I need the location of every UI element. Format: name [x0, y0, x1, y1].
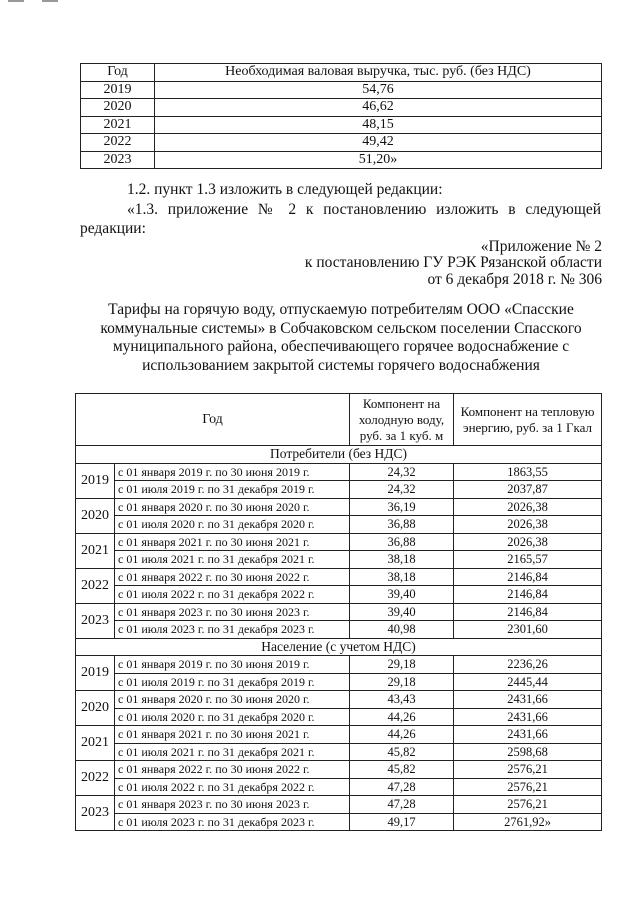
- section-title: Потребители (без НДС): [76, 446, 602, 464]
- cold-water-cell: 47,28: [350, 778, 454, 796]
- revenue-table-row: [81, 151, 602, 169]
- table-row: [76, 656, 602, 674]
- period-cell: с 01 января 2022 г. по 30 июня 2022 г.: [115, 761, 350, 779]
- tariff-title: Тарифы на горячую воду, отпускаемую потребителям ООО «Спасские коммунальные системы» в Собчаковском сельском поселении Спасского муниципального района, обеспечивающего горячее водоснабжение с использованием закрытой системы горячего водоснабжения: [100, 301, 582, 374]
- period-cell: с 01 июля 2020 г. по 31 декабря 2020 г.: [115, 516, 350, 534]
- section-row: [76, 638, 602, 656]
- heat-energy-cell: 2026,38: [454, 533, 602, 551]
- table-row: [76, 726, 602, 744]
- revenue-cell-year: 2020: [81, 99, 155, 117]
- heat-energy-cell: 2598,68: [454, 743, 602, 761]
- heat-energy-cell: 2576,21: [454, 796, 602, 814]
- cold-water-cell: 36,19: [350, 498, 454, 516]
- appendix-date: от 6 декабря 2018 г. № 306: [427, 271, 602, 288]
- table-row: [76, 778, 602, 796]
- appendix-heading: «Приложение № 2: [480, 238, 602, 255]
- period-cell: с 01 июля 2023 г. по 31 декабря 2023 г.: [115, 621, 350, 639]
- revenue-table-row: [81, 99, 602, 117]
- period-cell: с 01 июля 2021 г. по 31 декабря 2021 г.: [115, 551, 350, 569]
- cold-water-cell: 40,98: [350, 621, 454, 639]
- revenue-table-row: [81, 81, 602, 99]
- year-cell: 2019: [76, 463, 115, 498]
- period-cell: с 01 января 2022 г. по 30 июня 2022 г.: [115, 568, 350, 586]
- revenue-cell-value: 46,62: [155, 99, 602, 117]
- table-row: [76, 551, 602, 569]
- cold-water-cell: 39,40: [350, 586, 454, 604]
- period-cell: с 01 июля 2020 г. по 31 декабря 2020 г.: [115, 708, 350, 726]
- section-row: [76, 446, 602, 464]
- tariff-table: [75, 393, 602, 831]
- tariff-header-year: Год: [76, 394, 350, 446]
- heat-energy-cell: 2037,87: [454, 481, 602, 499]
- revenue-header-year: Год: [81, 64, 155, 82]
- year-cell: 2021: [76, 533, 115, 568]
- revenue-cell-year: 2019: [81, 81, 155, 99]
- year-cell: 2023: [76, 796, 115, 831]
- table-row: [76, 568, 602, 586]
- year-cell: 2019: [76, 656, 115, 691]
- revenue-cell-value: 49,42: [155, 134, 602, 152]
- cold-water-cell: 36,88: [350, 516, 454, 534]
- cold-water-cell: 38,18: [350, 551, 454, 569]
- table-row: [76, 516, 602, 534]
- period-cell: с 01 июля 2022 г. по 31 декабря 2022 г.: [115, 778, 350, 796]
- year-cell: 2021: [76, 726, 115, 761]
- table-row: [76, 708, 602, 726]
- cold-water-cell: 47,28: [350, 796, 454, 814]
- year-cell: 2022: [76, 568, 115, 603]
- revenue-table-row: [81, 116, 602, 134]
- table-row: [76, 691, 602, 709]
- period-cell: с 01 июля 2021 г. по 31 декабря 2021 г.: [115, 743, 350, 761]
- table-row: [76, 796, 602, 814]
- cold-water-cell: 38,18: [350, 568, 454, 586]
- cold-water-cell: 44,26: [350, 726, 454, 744]
- table-row: [76, 463, 602, 481]
- period-cell: с 01 января 2019 г. по 30 июня 2019 г.: [115, 463, 350, 481]
- period-cell: с 01 июля 2019 г. по 31 декабря 2019 г.: [115, 481, 350, 499]
- cold-water-cell: 29,18: [350, 656, 454, 674]
- revenue-cell-value: 51,20»: [155, 151, 602, 169]
- appendix-reference: к постановлению ГУ РЭК Рязанской области: [304, 254, 602, 271]
- tariff-header-heat: Компонент на тепловую энергию, руб. за 1 Гкал: [454, 394, 602, 446]
- revenue-cell-year: 2022: [81, 134, 155, 152]
- period-cell: с 01 января 2021 г. по 30 июня 2021 г.: [115, 726, 350, 744]
- period-cell: с 01 июля 2023 г. по 31 декабря 2023 г.: [115, 813, 350, 831]
- table-row: [76, 813, 602, 831]
- revenue-header-value: Необходимая валовая выручка, тыс. руб. (без НДС): [155, 64, 602, 82]
- scan-mark: [42, 0, 58, 2]
- paragraph-1-2: 1.2. пункт 1.3 изложить в следующей редакции:: [127, 181, 443, 198]
- revenue-cell-value: 54,76: [155, 81, 602, 99]
- heat-energy-cell: 2165,57: [454, 551, 602, 569]
- year-cell: 2022: [76, 761, 115, 796]
- year-cell: 2020: [76, 691, 115, 726]
- revenue-table: [80, 63, 602, 169]
- heat-energy-cell: 2431,66: [454, 708, 602, 726]
- period-cell: с 01 июля 2019 г. по 31 декабря 2019 г.: [115, 673, 350, 691]
- year-cell: 2023: [76, 603, 115, 638]
- table-row: [76, 498, 602, 516]
- table-row: [76, 621, 602, 639]
- table-row: [76, 533, 602, 551]
- table-row: [76, 743, 602, 761]
- period-cell: с 01 января 2020 г. по 30 июня 2020 г.: [115, 498, 350, 516]
- period-cell: с 01 января 2019 г. по 30 июня 2019 г.: [115, 656, 350, 674]
- cold-water-cell: 39,40: [350, 603, 454, 621]
- cold-water-cell: 24,32: [350, 463, 454, 481]
- cold-water-cell: 49,17: [350, 813, 454, 831]
- cold-water-cell: 45,82: [350, 743, 454, 761]
- heat-energy-cell: 2236,26: [454, 656, 602, 674]
- tariff-table-header: [76, 394, 602, 446]
- heat-energy-cell: 2431,66: [454, 691, 602, 709]
- revenue-table-header: [81, 64, 602, 82]
- cold-water-cell: 24,32: [350, 481, 454, 499]
- revenue-cell-year: 2021: [81, 116, 155, 134]
- period-cell: с 01 января 2023 г. по 30 июня 2023 г.: [115, 603, 350, 621]
- heat-energy-cell: 2146,84: [454, 568, 602, 586]
- heat-energy-cell: 1863,55: [454, 463, 602, 481]
- heat-energy-cell: 2761,92»: [454, 813, 602, 831]
- heat-energy-cell: 2301,60: [454, 621, 602, 639]
- paragraph-1-3: «1.3. приложение № 2 к постановлению изложить в следующей: [127, 201, 601, 218]
- section-title: Население (с учетом НДС): [76, 638, 602, 656]
- table-row: [76, 603, 602, 621]
- heat-energy-cell: 2146,84: [454, 586, 602, 604]
- table-row: [76, 761, 602, 779]
- tariff-header-cold: Компонент на холодную воду, руб. за 1 куб. м: [350, 394, 454, 446]
- period-cell: с 01 января 2020 г. по 30 июня 2020 г.: [115, 691, 350, 709]
- table-row: [76, 586, 602, 604]
- period-cell: с 01 января 2023 г. по 30 июня 2023 г.: [115, 796, 350, 814]
- year-cell: 2020: [76, 498, 115, 533]
- revenue-cell-year: 2023: [81, 151, 155, 169]
- heat-energy-cell: 2576,21: [454, 761, 602, 779]
- period-cell: с 01 июля 2022 г. по 31 декабря 2022 г.: [115, 586, 350, 604]
- revenue-table-row: [81, 134, 602, 152]
- heat-energy-cell: 2026,38: [454, 498, 602, 516]
- cold-water-cell: 44,26: [350, 708, 454, 726]
- revenue-cell-value: 48,15: [155, 116, 602, 134]
- heat-energy-cell: 2445,44: [454, 673, 602, 691]
- table-row: [76, 673, 602, 691]
- heat-energy-cell: 2431,66: [454, 726, 602, 744]
- table-row: [76, 481, 602, 499]
- cold-water-cell: 36,88: [350, 533, 454, 551]
- heat-energy-cell: 2146,84: [454, 603, 602, 621]
- heat-energy-cell: 2026,38: [454, 516, 602, 534]
- cold-water-cell: 29,18: [350, 673, 454, 691]
- period-cell: с 01 января 2021 г. по 30 июня 2021 г.: [115, 533, 350, 551]
- paragraph-1-3-continuation: редакции:: [80, 220, 146, 237]
- heat-energy-cell: 2576,21: [454, 778, 602, 796]
- cold-water-cell: 45,82: [350, 761, 454, 779]
- cold-water-cell: 43,43: [350, 691, 454, 709]
- scan-mark: [8, 0, 24, 2]
